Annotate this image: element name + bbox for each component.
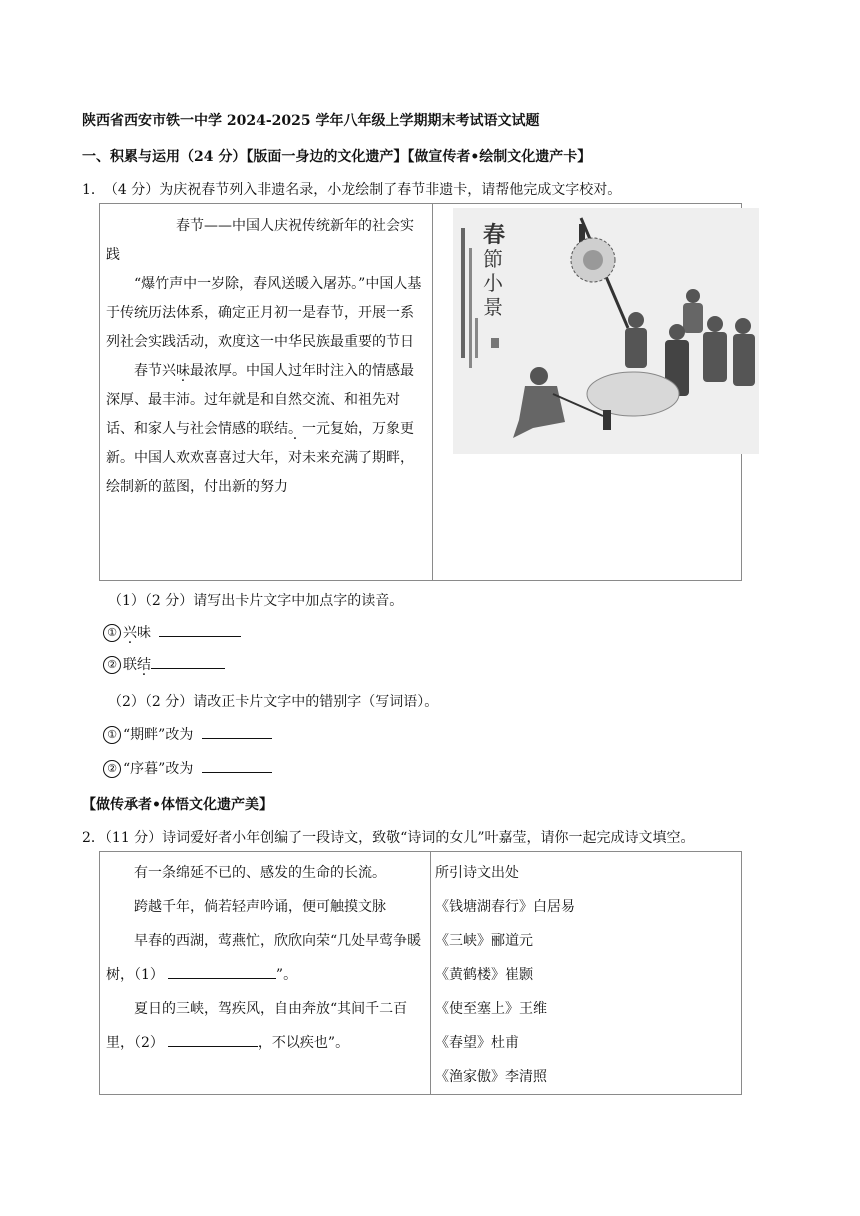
painting-title-char: 節 <box>483 247 503 271</box>
sub-1-item-1 <box>103 622 241 642</box>
poem-paragraph-4 <box>106 992 426 1060</box>
source-item: 《春望》杜甫 <box>435 1035 519 1051</box>
card-text-run: 味最浓厚。中国人过年时注入的情感最深厚、最丰沛。过年就是和自然交流、和祖先对话、和家人与社会情感的联 <box>106 363 414 437</box>
poem-text-run: 夏日的三峡，驾疾风，自由奔放“其间千二百里，（2） <box>106 1001 408 1051</box>
question-2-text: （11 分）诗词爱好者小年创编了一段诗文，致敬“诗词的女儿”叶嘉莹，请你一起完成诗文填空。 <box>104 830 695 846</box>
section-2-heading: 【做传承者•体悟文化遗产美】 <box>82 797 273 813</box>
answer-blank-2[interactable] <box>168 1032 258 1047</box>
card-line-1: 春节——中国人庆祝传统新年的社会实践 <box>106 218 414 263</box>
circled-number: ① <box>103 624 121 642</box>
answer-blank[interactable] <box>202 758 272 773</box>
painting-title-char: 小 <box>483 271 503 295</box>
poem-text-run: ”。 <box>275 967 298 983</box>
heritage-card-table <box>99 203 742 581</box>
painting-title-char: 景 <box>483 295 503 319</box>
section-1-heading: 一、积累与运用（24 分）【版面一身边的文化遗产】【做宣传者•绘制文化遗产卡】 <box>82 149 592 165</box>
card-text-run: 春节 <box>134 363 162 379</box>
poem-paragraph-3 <box>106 924 426 992</box>
circled-number: ② <box>103 656 121 674</box>
card-paragraph-1: “爆竹声中一岁除，春风送暖入屠苏。”中国人基于传统历法体系，确定正月初一是春节，开展一系列社会实践活动，欢度这一中华民族最重要的节日 <box>106 276 422 350</box>
circled-number: ② <box>103 760 121 778</box>
card-text-run: 。一元复始，万象更新。中国人欢欢喜喜过大年，对未来充满了期畔，绘制新的蓝图，付出新的努力 <box>106 421 414 495</box>
sub-2-item-1 <box>103 724 272 744</box>
source-item: 《使至塞上》王维 <box>435 1001 547 1017</box>
sub-question-1-1: （1）（2 分）请写出卡片文字中加点字的读音。 <box>108 593 404 609</box>
source-item: 《三峡》郦道元 <box>435 933 533 949</box>
source-item: 《黄鹤楼》崔颢 <box>435 967 533 983</box>
poem-paragraph-1: 有一条绵延不已的、感发的生命的长流。 <box>134 865 386 881</box>
answer-blank-1[interactable] <box>168 964 276 979</box>
spring-festival-painting <box>453 208 759 454</box>
question-2-number: 2． <box>82 830 105 846</box>
sub-1-item-2 <box>103 654 225 674</box>
sub-question-1-2: （2）（2 分）请改正卡片文字中的错别字（写词语）。 <box>108 694 439 710</box>
source-item: 《钱塘湖春行》白居易 <box>435 899 575 915</box>
poem-text-run: ，不以疾也”。 <box>257 1035 350 1051</box>
exam-title: 陕西省西安市铁一中学 2024-2025 学年八年级上学期期末考试语文试题 <box>82 113 540 129</box>
sources-header: 所引诗文出处 <box>435 865 519 881</box>
answer-blank[interactable] <box>151 654 225 669</box>
item-text: “序暮”改为 <box>123 761 194 777</box>
answer-blank[interactable] <box>202 724 272 739</box>
sub-2-item-2 <box>103 758 272 778</box>
item-text: 联 <box>123 657 137 673</box>
question-2 <box>82 827 695 847</box>
poem-sources-cell <box>431 852 742 1095</box>
answer-blank[interactable] <box>159 622 241 637</box>
dotted-char-xing: 兴 <box>162 363 176 379</box>
question-1-number: 1． <box>82 182 105 198</box>
dotted-char-jie: 结 <box>274 421 288 437</box>
card-paragraph-2 <box>106 357 426 502</box>
question-1-text: （4 分）为庆祝春节列入非遗名录，小龙绘制了春节非遗卡，请帮他完成文字校对。 <box>110 182 622 198</box>
question-1 <box>82 179 621 199</box>
painting-title-char: 春 <box>483 222 506 248</box>
poem-text-cell <box>100 852 431 1095</box>
item-text: 味 <box>137 625 151 641</box>
heritage-card-text <box>100 204 433 581</box>
poem-paragraph-2: 跨越千年，倘若轻声吟诵，便可触摸文脉 <box>134 899 386 915</box>
heritage-card-image-cell <box>433 204 742 581</box>
dotted-char: 结 <box>137 657 151 673</box>
poem-text-run: 早春的西湖，莺燕忙，欣欣向荣“几处早莺争暖树，（1） <box>106 933 422 983</box>
item-text: “期畔”改为 <box>123 727 194 743</box>
circled-number: ① <box>103 726 121 744</box>
dotted-char: 兴 <box>123 625 137 641</box>
source-item: 《渔家傲》李清照 <box>435 1069 547 1085</box>
poem-table <box>99 851 742 1095</box>
